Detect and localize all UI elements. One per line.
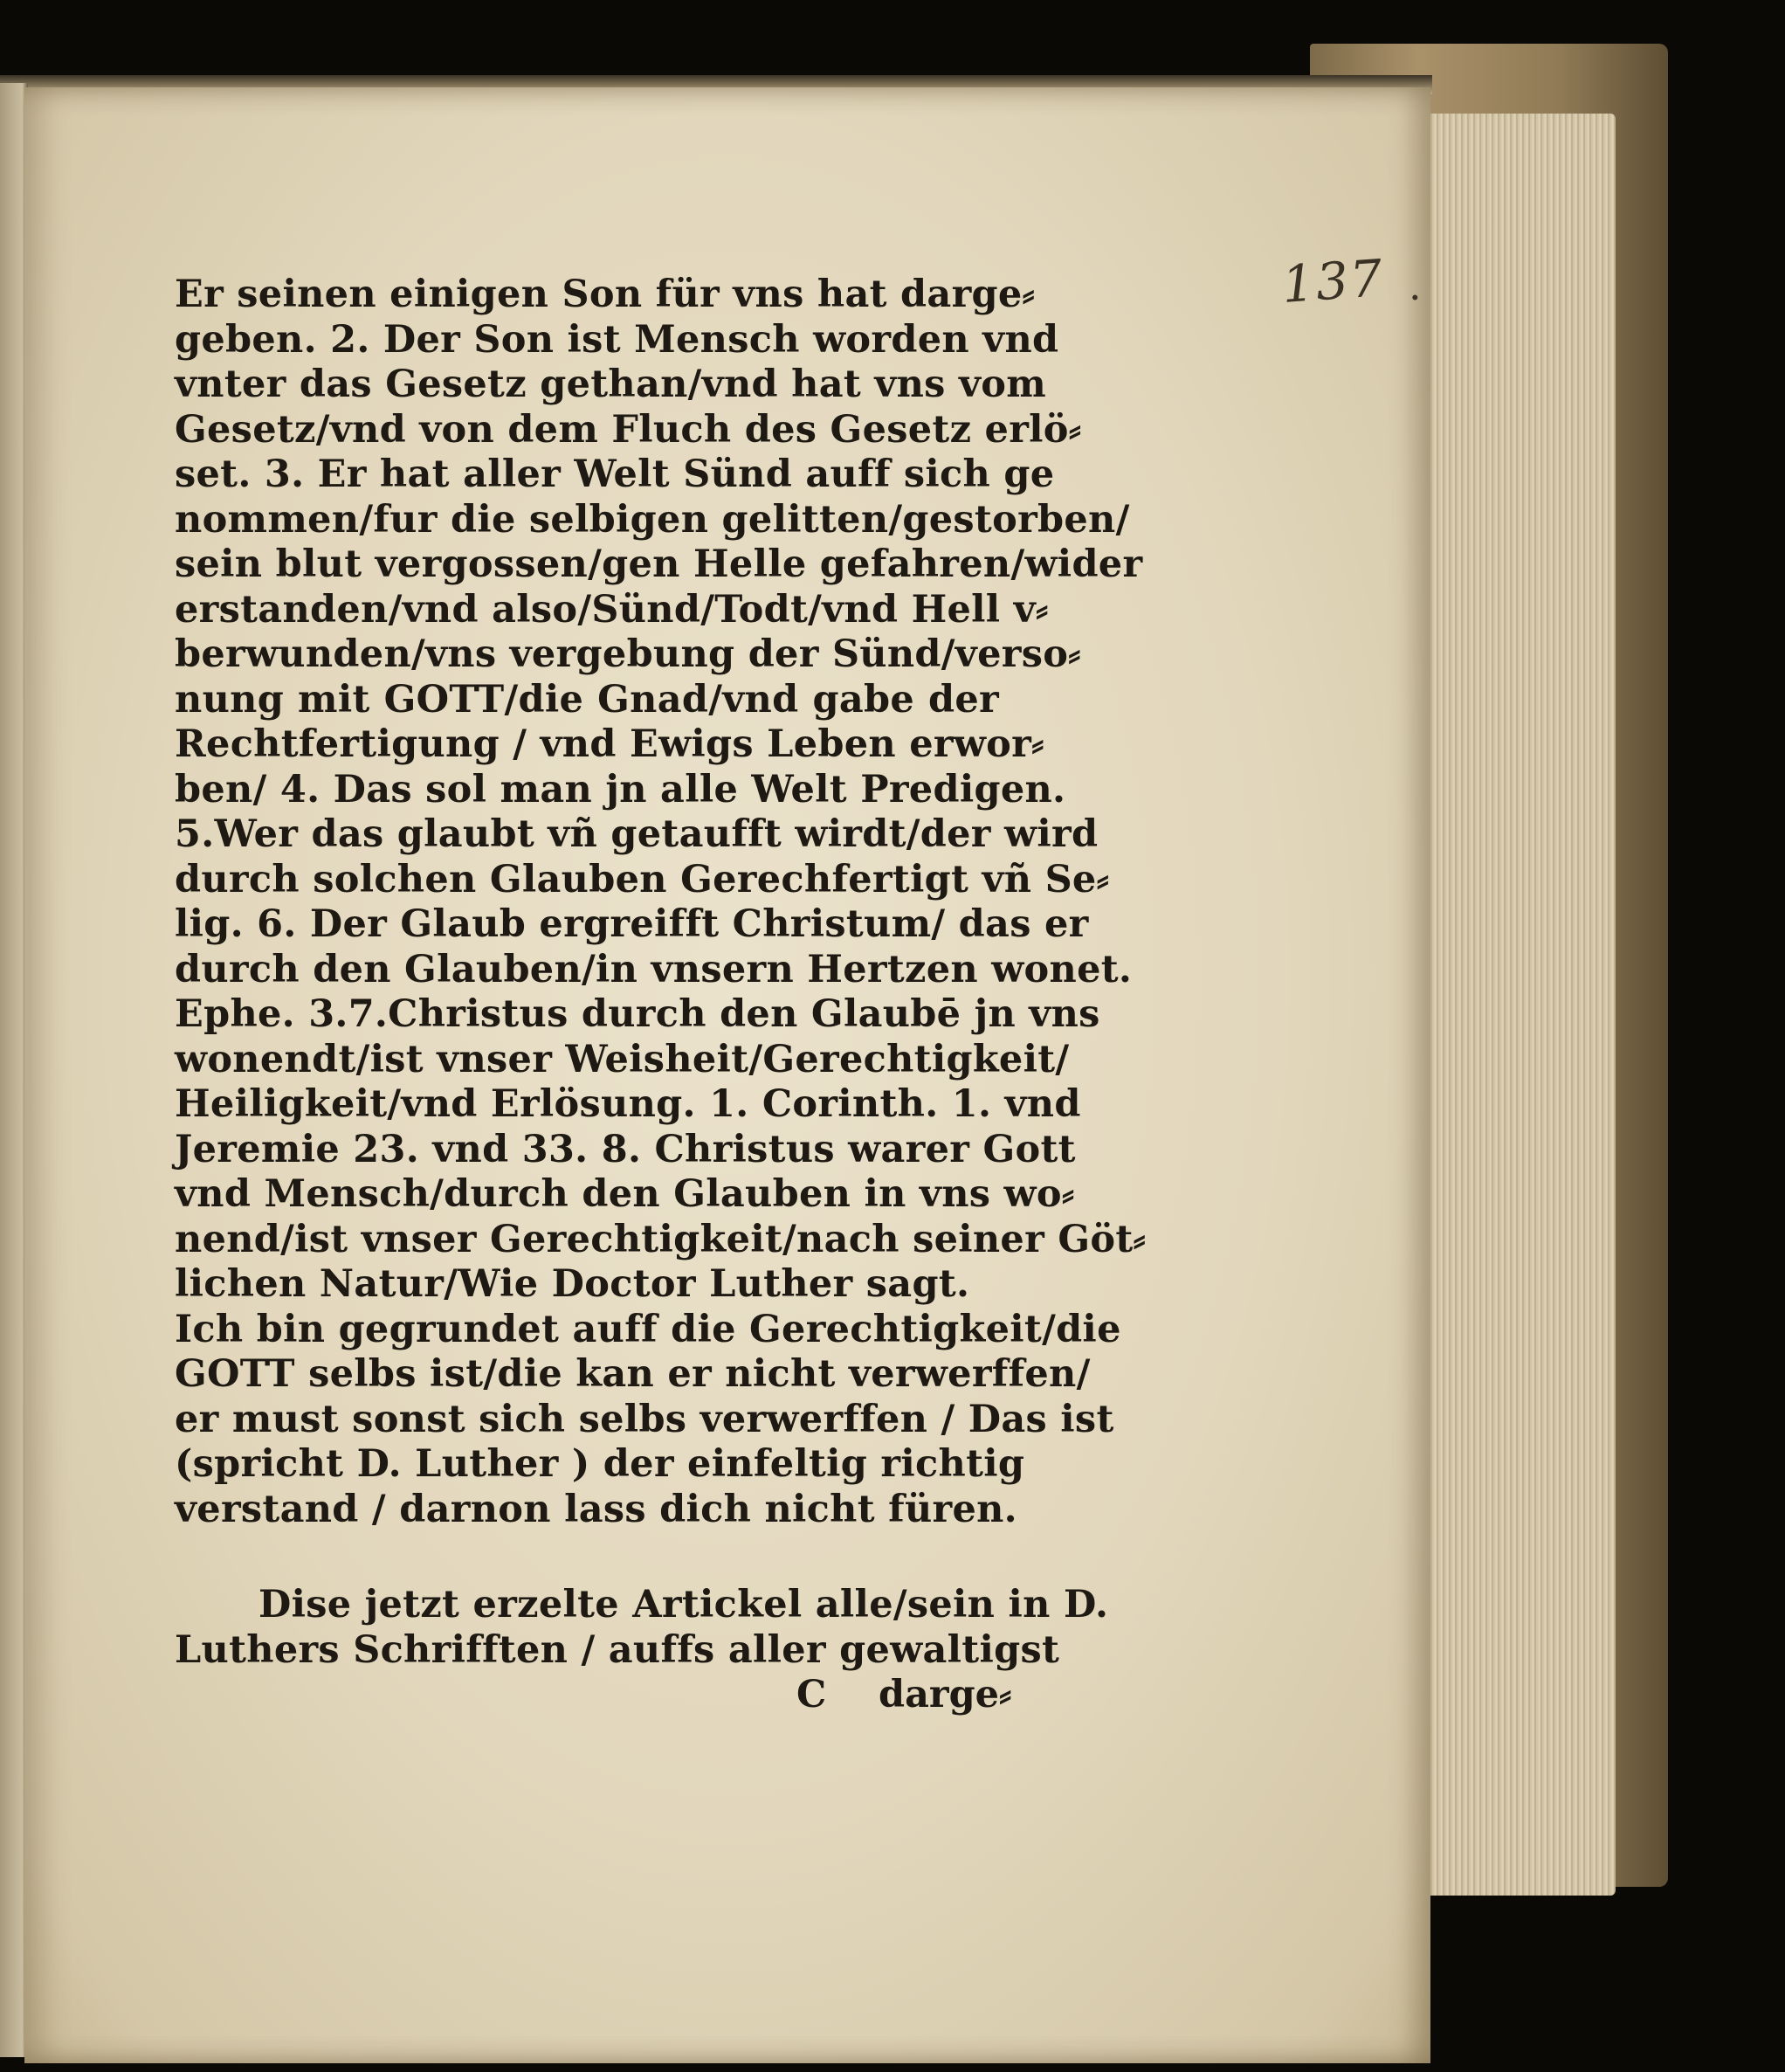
text-line: nommen/fur die selbigen gelitten/gestorben/ bbox=[175, 497, 1130, 542]
text-line: vnter das Gesetz gethan/vnd hat vns vom bbox=[175, 363, 1047, 406]
text-line: durch den Glauben/in vnsern Hertzen wonet. bbox=[175, 947, 1133, 991]
text-line: verstand / darnon lass dich nicht füren. bbox=[175, 1487, 1017, 1531]
text-line: Heiligkeit/vnd Erlösung. 1. Corinth. 1. vnd bbox=[175, 1082, 1081, 1126]
page-footer bbox=[175, 1673, 1012, 1718]
text-line: Jeremie 23. vnd 33. 8. Christus warer Gott bbox=[175, 1127, 1076, 1171]
text-line: nend/ist vnser Gerechtigkeit/nach seiner Göt⸗ bbox=[175, 1217, 1147, 1261]
text-line: geben. 2. Der Son ist Mensch worden vnd bbox=[175, 317, 1059, 362]
body-text bbox=[175, 273, 1147, 1718]
text-line: Rechtfertigung / vnd Ewigs Leben erwor⸗ bbox=[175, 722, 1044, 766]
text-line: durch solchen Glauben Gerechfertigt vñ Se⸗ bbox=[175, 857, 1110, 901]
page-number: 137 bbox=[1279, 248, 1386, 314]
text-line: wonendt/ist vnser Weisheit/Gerechtigkeit/ bbox=[175, 1037, 1070, 1081]
text-line: Er seinen einigen Son für vns hat darge⸗ bbox=[175, 273, 1036, 316]
text-line: ben/ 4. Das sol man jn alle Welt Predigen. bbox=[175, 767, 1066, 812]
text-line: erstanden/vnd also/Sünd/Todt/vnd Hell v⸗ bbox=[175, 587, 1049, 632]
book-page bbox=[24, 87, 1430, 2063]
text-line: vnd Mensch/durch den Glauben in vns wo⸗ bbox=[175, 1172, 1075, 1216]
closing-line: Luthers Schrifften / auffs aller gewaltigst bbox=[175, 1627, 1060, 1672]
text-line: lichen Natur/Wie Doctor Luther sagt. bbox=[175, 1262, 970, 1306]
text-line: GOTT selbs ist/die kan er nicht verwerffen/ bbox=[175, 1352, 1091, 1396]
text-line: berwunden/vns vergebung der Sünd/verso⸗ bbox=[175, 632, 1081, 676]
text-line: 5.Wer das glaubt vñ getaufft wirdt/der wird bbox=[175, 812, 1099, 856]
text-line: lig. 6. Der Glaub ergreifft Christum/ das er bbox=[175, 902, 1089, 946]
text-line: Gesetz/vnd von dem Fluch des Gesetz erlö⸗ bbox=[175, 407, 1082, 452]
text-line: (spricht D. Luther ) der einfeltig richtig bbox=[175, 1442, 1025, 1486]
text-line: sein blut vergossen/gen Helle gefahren/wider bbox=[175, 542, 1143, 586]
text-line: nung mit GOTT/die Gnad/vnd gabe der bbox=[175, 677, 999, 722]
text-line: Ich bin gegrundet auff die Gerechtigkeit/die bbox=[175, 1307, 1121, 1351]
text-line: Ephe. 3.7.Christus durch den Glaubē jn vns bbox=[175, 992, 1100, 1036]
text-line: set. 3. Er hat aller Welt Sünd auff sich ge bbox=[175, 452, 1055, 496]
page-number-mark: . bbox=[1409, 262, 1422, 309]
text-line: er must sonst sich selbs verwerffen / Das ist bbox=[175, 1397, 1114, 1441]
closing-line: Dise jetzt erzelte Artickel alle/sein in D. bbox=[258, 1583, 1109, 1627]
paragraph-gap bbox=[175, 1532, 999, 1583]
catchword: darge⸗ bbox=[879, 1673, 1012, 1716]
signature-mark: C bbox=[796, 1673, 827, 1716]
page-stack-edge bbox=[1415, 114, 1616, 1896]
